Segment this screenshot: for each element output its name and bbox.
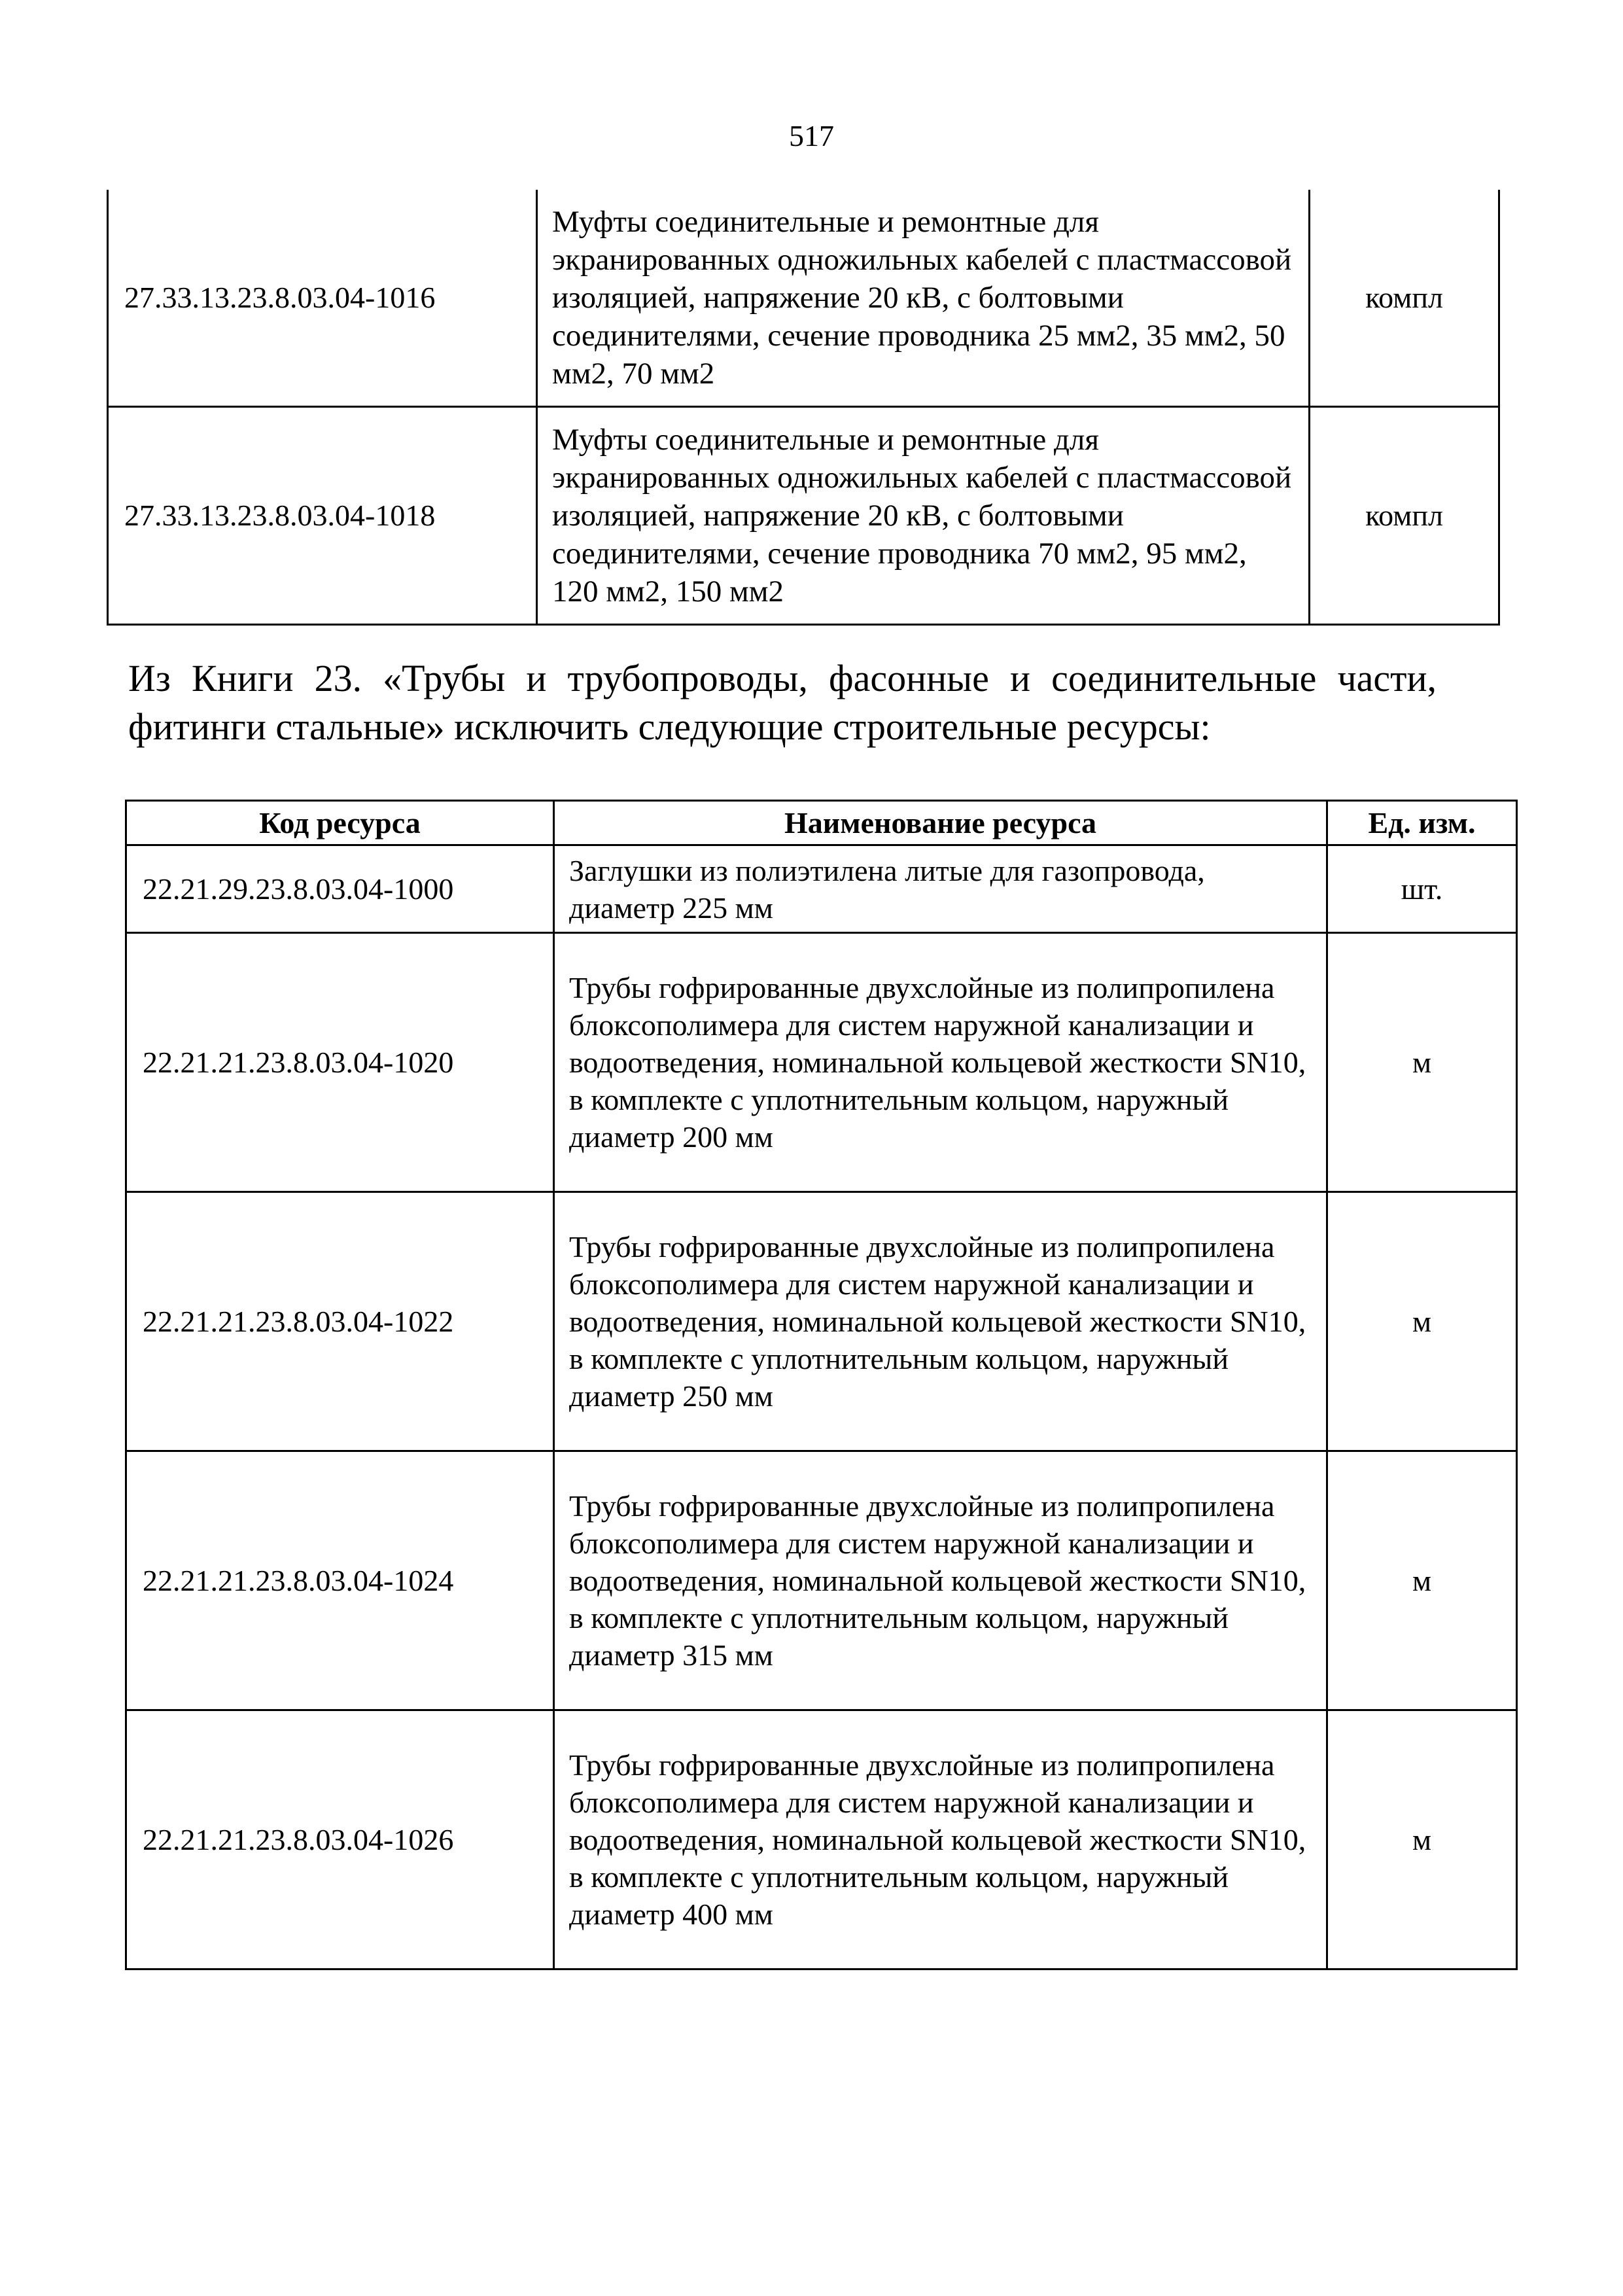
intro-line-2: фитинги стальные» исключить следующие строительные ресурсы: <box>128 705 1211 748</box>
section-intro <box>128 654 1437 751</box>
resource-code: 22.21.21.23.8.03.04-1026 <box>126 1710 554 1969</box>
resource-unit: м <box>1327 1710 1517 1969</box>
resource-name: Трубы гофрированные двухслойные из полипропилена блоксополимера для систем наружной канализации и водоотведения, номинальной кольцевой жесткости SN10, в комплекте с уплотнительным кольцом, наружный диаметр 250 мм <box>554 1192 1327 1451</box>
table-row <box>108 190 1499 407</box>
table-row <box>126 845 1517 933</box>
resource-code: 22.21.21.23.8.03.04-1024 <box>126 1451 554 1710</box>
resource-code: 27.33.13.23.8.03.04-1018 <box>108 407 537 625</box>
intro-line-1: Из Книги 23. «Трубы и трубопроводы, фасонные и соединительные части, <box>128 657 1437 699</box>
resource-unit: м <box>1327 1451 1517 1710</box>
resource-name: Муфты соединительные и ремонтные для экранированных одножильных кабелей с пластмассовой изоляцией, напряжение 20 кВ, с болтовыми соединителями, сечение проводника 25 мм2, 35 мм2, 50 мм2, 70 мм2 <box>537 190 1310 407</box>
resource-unit: м <box>1327 933 1517 1192</box>
header-name: Наименование ресурса <box>554 801 1327 845</box>
table-row <box>126 1451 1517 1710</box>
table-header-row <box>126 801 1517 845</box>
page-number: 517 <box>789 119 834 152</box>
resource-table-continued <box>107 190 1500 626</box>
header-code: Код ресурса <box>126 801 554 845</box>
resource-unit: компл <box>1310 407 1499 625</box>
resource-name: Трубы гофрированные двухслойные из полипропилена блоксополимера для систем наружной канализации и водоотведения, номинальной кольцевой жесткости SN10, в комплекте с уплотнительным кольцом, наружный диаметр 400 мм <box>554 1710 1327 1969</box>
resource-name: Муфты соединительные и ремонтные для экранированных одножильных кабелей с пластмассовой изоляцией, напряжение 20 кВ, с болтовыми соединителями, сечение проводника 70 мм2, 95 мм2, 120 мм2, 150 мм2 <box>537 407 1310 625</box>
resource-unit: компл <box>1310 190 1499 407</box>
resource-name: Трубы гофрированные двухслойные из полипропилена блоксополимера для систем наружной канализации и водоотведения, номинальной кольцевой жесткости SN10, в комплекте с уплотнительным кольцом, наружный диаметр 315 мм <box>554 1451 1327 1710</box>
resource-table <box>125 800 1518 1970</box>
table-row <box>126 1710 1517 1969</box>
resource-code: 22.21.29.23.8.03.04-1000 <box>126 845 554 933</box>
resource-unit: шт. <box>1327 845 1517 933</box>
resource-code: 22.21.21.23.8.03.04-1022 <box>126 1192 554 1451</box>
resource-code: 27.33.13.23.8.03.04-1016 <box>108 190 537 407</box>
resource-code: 22.21.21.23.8.03.04-1020 <box>126 933 554 1192</box>
table-row <box>126 1192 1517 1451</box>
table-row <box>108 407 1499 625</box>
table-row <box>126 933 1517 1192</box>
resource-name: Трубы гофрированные двухслойные из полипропилена блоксополимера для систем наружной канализации и водоотведения, номинальной кольцевой жесткости SN10, в комплекте с уплотнительным кольцом, наружный диаметр 200 мм <box>554 933 1327 1192</box>
resource-unit: м <box>1327 1192 1517 1451</box>
header-unit: Ед. изм. <box>1327 801 1517 845</box>
resource-name: Заглушки из полиэтилена литые для газопровода, диаметр 225 мм <box>554 845 1327 933</box>
